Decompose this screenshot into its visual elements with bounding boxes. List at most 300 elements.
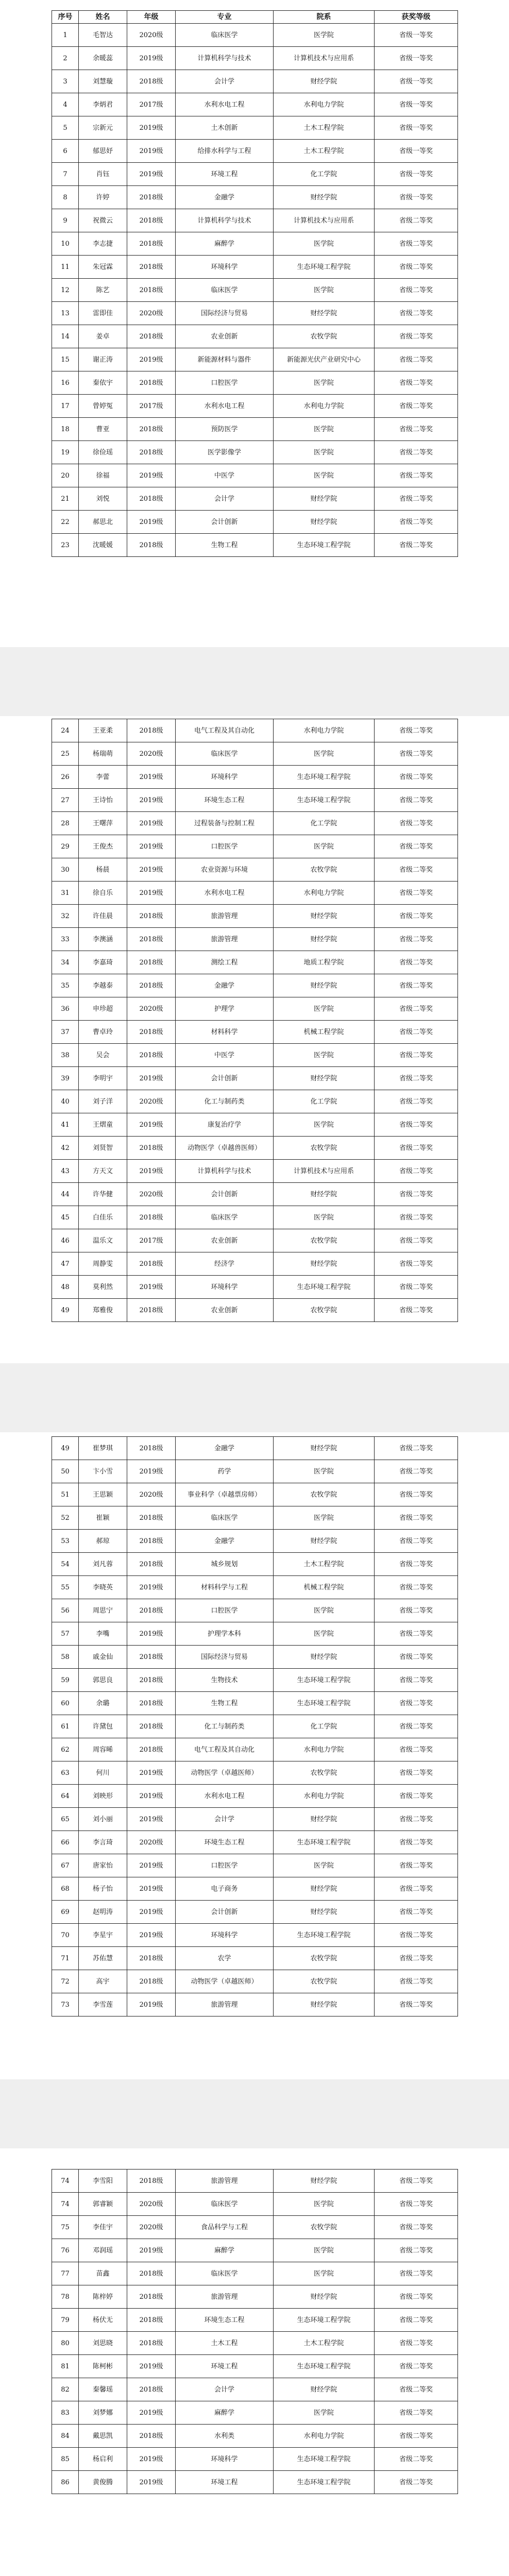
major: 计算机科学与技术 (176, 209, 274, 232)
major: 环境科学 (176, 1924, 274, 1947)
student-name: 王思颖 (79, 1483, 127, 1506)
award-level: 省级二等奖 (375, 2401, 458, 2425)
table-row (52, 209, 458, 232)
college: 财经学院 (274, 511, 375, 534)
grade: 2019级 (127, 789, 176, 812)
major: 生物工程 (176, 1692, 274, 1715)
student-name: 方天文 (79, 1160, 127, 1183)
serial-number: 14 (52, 325, 79, 348)
major: 旅游管理 (176, 2170, 274, 2193)
grade: 2018级 (127, 418, 176, 441)
grade: 2019级 (127, 1113, 176, 1137)
table-row (52, 2262, 458, 2285)
table-row (52, 997, 458, 1021)
college: 医学院 (274, 1854, 375, 1877)
serial-number: 11 (52, 256, 79, 279)
award-level: 省级二等奖 (375, 232, 458, 256)
grade: 2018级 (127, 1137, 176, 1160)
serial-number: 86 (52, 2471, 79, 2494)
table-row (52, 186, 458, 209)
serial-number: 64 (52, 1785, 79, 1808)
college: 农牧学院 (274, 1947, 375, 1970)
student-name: 戚金仙 (79, 1646, 127, 1669)
award-level: 省级二等奖 (375, 1854, 458, 1877)
award-table-page-1 (52, 10, 458, 557)
grade: 2018级 (127, 279, 176, 302)
major: 中医学 (176, 464, 274, 487)
award-level: 省级二等奖 (375, 1970, 458, 1993)
award-level: 省级二等奖 (375, 534, 458, 557)
table-row (52, 1599, 458, 1622)
college: 生态环境工程学院 (274, 766, 375, 789)
grade: 2018级 (127, 1738, 176, 1761)
table-row (52, 766, 458, 789)
award-level: 省级二等奖 (375, 1113, 458, 1137)
award-level: 省级二等奖 (375, 2471, 458, 2494)
award-level: 省级二等奖 (375, 2170, 458, 2193)
student-name: 郑雅俊 (79, 1299, 127, 1322)
major: 会计学 (176, 70, 274, 93)
award-level: 省级二等奖 (375, 1483, 458, 1506)
award-level: 省级二等奖 (375, 2378, 458, 2401)
table-row (52, 1692, 458, 1715)
major: 会计创新 (176, 511, 274, 534)
college: 财经学院 (274, 1901, 375, 1924)
major: 会计创新 (176, 1183, 274, 1206)
major: 金融学 (176, 186, 274, 209)
table-row (52, 858, 458, 882)
table-row (52, 1576, 458, 1599)
serial-number: 52 (52, 1506, 79, 1530)
table-row (52, 1877, 458, 1901)
grade: 2019级 (127, 140, 176, 163)
grade: 2019级 (127, 1761, 176, 1785)
major: 环境科学 (176, 766, 274, 789)
grade: 2018级 (127, 1692, 176, 1715)
major: 环境生态工程 (176, 1831, 274, 1854)
college: 财经学院 (274, 1646, 375, 1669)
header-college: 院系 (274, 11, 375, 24)
student-name: 唐家怡 (79, 1854, 127, 1877)
table-row (52, 2239, 458, 2262)
serial-number: 44 (52, 1183, 79, 1206)
college: 计算机技术与应用系 (274, 47, 375, 70)
serial-number: 85 (52, 2448, 79, 2471)
college: 农牧学院 (274, 1970, 375, 1993)
award-level: 省级二等奖 (375, 1206, 458, 1229)
table-row (52, 1229, 458, 1252)
student-name: 祝微云 (79, 209, 127, 232)
grade: 2020级 (127, 24, 176, 47)
major: 水利水电工程 (176, 882, 274, 905)
college: 水利电力学院 (274, 719, 375, 742)
grade: 2018级 (127, 974, 176, 997)
table-row (52, 1970, 458, 1993)
student-name: 王诗怡 (79, 789, 127, 812)
grade: 2019级 (127, 2355, 176, 2378)
award-level: 省级二等奖 (375, 279, 458, 302)
major: 土木创新 (176, 116, 274, 140)
student-name: 王亚柔 (79, 719, 127, 742)
grade: 2018级 (127, 1506, 176, 1530)
grade: 2019级 (127, 2448, 176, 2471)
major: 环境工程 (176, 2471, 274, 2494)
grade: 2019级 (127, 812, 176, 835)
grade: 2019级 (127, 116, 176, 140)
serial-number: 67 (52, 1854, 79, 1877)
student-name: 李雪阳 (79, 2170, 127, 2193)
serial-number: 49 (52, 1437, 79, 1460)
serial-number: 56 (52, 1599, 79, 1622)
table-row (52, 928, 458, 951)
award-level: 省级二等奖 (375, 1993, 458, 2016)
award-level: 省级二等奖 (375, 2239, 458, 2262)
grade: 2018级 (127, 534, 176, 557)
student-name: 曹卓玲 (79, 1021, 127, 1044)
award-level: 省级二等奖 (375, 1460, 458, 1483)
grade: 2017级 (127, 395, 176, 418)
page-separator (0, 647, 509, 716)
table-row (52, 1924, 458, 1947)
serial-number: 74 (52, 2193, 79, 2216)
grade: 2017级 (127, 1229, 176, 1252)
student-name: 秦馨瑶 (79, 2378, 127, 2401)
serial-number: 1 (52, 24, 79, 47)
college: 生态环境工程学院 (274, 2471, 375, 2494)
award-table-page-4 (52, 2169, 458, 2494)
major: 旅游管理 (176, 905, 274, 928)
student-name: 王曙萍 (79, 812, 127, 835)
award-table-page-2 (52, 719, 458, 1322)
award-level: 省级二等奖 (375, 1692, 458, 1715)
award-level: 省级一等奖 (375, 163, 458, 186)
student-name: 郭思良 (79, 1669, 127, 1692)
serial-number: 45 (52, 1206, 79, 1229)
major: 环境工程 (176, 2355, 274, 2378)
major: 农业创新 (176, 1229, 274, 1252)
award-level: 省级二等奖 (375, 1901, 458, 1924)
table-row (52, 116, 458, 140)
serial-number: 30 (52, 858, 79, 882)
major: 生物工程 (176, 534, 274, 557)
award-level: 省级二等奖 (375, 1506, 458, 1530)
grade: 2019级 (127, 1067, 176, 1090)
grade: 2018级 (127, 2170, 176, 2193)
table-row (52, 2448, 458, 2471)
award-level: 省级二等奖 (375, 209, 458, 232)
student-name: 李星宇 (79, 1924, 127, 1947)
major: 环境生态工程 (176, 2309, 274, 2332)
college: 生态环境工程学院 (274, 1692, 375, 1715)
serial-number: 81 (52, 2355, 79, 2378)
major: 环境科学 (176, 1276, 274, 1299)
college: 医学院 (274, 2239, 375, 2262)
table-row (52, 1553, 458, 1576)
college: 生态环境工程学院 (274, 2448, 375, 2471)
award-level: 省级二等奖 (375, 395, 458, 418)
header-grade: 年级 (127, 11, 176, 24)
student-name: 谢正涛 (79, 348, 127, 371)
grade: 2019级 (127, 858, 176, 882)
student-name: 许华健 (79, 1183, 127, 1206)
table-row (52, 47, 458, 70)
award-level: 省级二等奖 (375, 325, 458, 348)
grade: 2018级 (127, 1947, 176, 1970)
major: 临床医学 (176, 2193, 274, 2216)
grade: 2018级 (127, 1669, 176, 1692)
college: 财经学院 (274, 1993, 375, 2016)
award-level: 省级二等奖 (375, 1924, 458, 1947)
grade: 2018级 (127, 487, 176, 511)
student-name: 雷即佳 (79, 302, 127, 325)
table-row (52, 325, 458, 348)
grade: 2018级 (127, 2378, 176, 2401)
student-name: 姜卓 (79, 325, 127, 348)
table-row (52, 1901, 458, 1924)
major: 动物医学（卓越兽医师） (176, 1137, 274, 1160)
student-name: 李嘉琦 (79, 951, 127, 974)
student-name: 王熠童 (79, 1113, 127, 1137)
table-row (52, 1993, 458, 2016)
serial-number: 83 (52, 2401, 79, 2425)
grade: 2018级 (127, 186, 176, 209)
award-level: 省级二等奖 (375, 2262, 458, 2285)
serial-number: 20 (52, 464, 79, 487)
award-level: 省级二等奖 (375, 1622, 458, 1646)
student-name: 杨伏无 (79, 2309, 127, 2332)
student-name: 刘子洋 (79, 1090, 127, 1113)
grade: 2018级 (127, 232, 176, 256)
student-name: 许婷 (79, 186, 127, 209)
serial-number: 15 (52, 348, 79, 371)
student-name: 苏佑慧 (79, 1947, 127, 1970)
major: 电子商务 (176, 1877, 274, 1901)
award-level: 省级二等奖 (375, 511, 458, 534)
table-row (52, 1460, 458, 1483)
grade: 2020级 (127, 997, 176, 1021)
grade: 2018级 (127, 719, 176, 742)
serial-number: 78 (52, 2285, 79, 2309)
major: 中医学 (176, 1044, 274, 1067)
award-level: 省级一等奖 (375, 24, 458, 47)
award-level: 省级二等奖 (375, 882, 458, 905)
college: 水利电力学院 (274, 1785, 375, 1808)
college: 医学院 (274, 1506, 375, 1530)
serial-number: 80 (52, 2332, 79, 2355)
college: 新能源光伏产业研究中心 (274, 348, 375, 371)
grade: 2017级 (127, 93, 176, 116)
award-level: 省级二等奖 (375, 905, 458, 928)
serial-number: 76 (52, 2239, 79, 2262)
student-name: 申珍超 (79, 997, 127, 1021)
student-name: 徐福 (79, 464, 127, 487)
major: 动物医学（卓越医师） (176, 1761, 274, 1785)
college: 医学院 (274, 279, 375, 302)
grade: 2019级 (127, 348, 176, 371)
student-name: 刘悦 (79, 487, 127, 511)
college: 机械工程学院 (274, 1576, 375, 1599)
major: 生物技术 (176, 1669, 274, 1692)
table-row (52, 1854, 458, 1877)
header-no: 序号 (52, 11, 79, 24)
grade: 2020级 (127, 1483, 176, 1506)
college: 医学院 (274, 2262, 375, 2285)
table-row (52, 1947, 458, 1970)
college: 医学院 (274, 464, 375, 487)
serial-number: 40 (52, 1090, 79, 1113)
table-row (52, 1252, 458, 1276)
award-level: 省级二等奖 (375, 1530, 458, 1553)
table-row (52, 1276, 458, 1299)
college: 农牧学院 (274, 2216, 375, 2239)
grade: 2019级 (127, 1854, 176, 1877)
student-name: 崔颖 (79, 1506, 127, 1530)
grade: 2018级 (127, 1530, 176, 1553)
table-row (52, 1506, 458, 1530)
grade: 2018级 (127, 928, 176, 951)
student-name: 李佳宇 (79, 2216, 127, 2239)
serial-number: 84 (52, 2425, 79, 2448)
college: 财经学院 (274, 1530, 375, 1553)
major: 会计学 (176, 1808, 274, 1831)
college: 财经学院 (274, 302, 375, 325)
award-level: 省级二等奖 (375, 1137, 458, 1160)
award-level: 省级二等奖 (375, 418, 458, 441)
table-row (52, 487, 458, 511)
table-row (52, 1067, 458, 1090)
major: 国际经济与贸易 (176, 302, 274, 325)
major: 临床医学 (176, 1506, 274, 1530)
award-level: 省级二等奖 (375, 1715, 458, 1738)
student-name: 刘梦娜 (79, 2401, 127, 2425)
table-row (52, 93, 458, 116)
table-row (52, 1622, 458, 1646)
student-name: 黄俊腾 (79, 2471, 127, 2494)
serial-number: 9 (52, 209, 79, 232)
table-row (52, 2378, 458, 2401)
college: 财经学院 (274, 487, 375, 511)
college: 生态环境工程学院 (274, 1669, 375, 1692)
table-row (52, 1738, 458, 1761)
table-row (52, 2309, 458, 2332)
table-row (52, 835, 458, 858)
award-level: 省级二等奖 (375, 348, 458, 371)
student-name: 郝思北 (79, 511, 127, 534)
major: 麻醉学 (176, 2239, 274, 2262)
serial-number: 33 (52, 928, 79, 951)
grade: 2019级 (127, 1622, 176, 1646)
major: 过程装备与控制工程 (176, 812, 274, 835)
grade: 2018级 (127, 1021, 176, 1044)
college: 水利电力学院 (274, 882, 375, 905)
grade: 2018级 (127, 1044, 176, 1067)
college: 医学院 (274, 997, 375, 1021)
student-name: 赵明涛 (79, 1901, 127, 1924)
grade: 2018级 (127, 1252, 176, 1276)
serial-number: 28 (52, 812, 79, 835)
table-row (52, 1669, 458, 1692)
grade: 2020级 (127, 2193, 176, 2216)
college: 医学院 (274, 2401, 375, 2425)
serial-number: 35 (52, 974, 79, 997)
grade: 2019级 (127, 464, 176, 487)
table-row (52, 302, 458, 325)
award-level: 省级二等奖 (375, 1808, 458, 1831)
college: 医学院 (274, 1113, 375, 1137)
serial-number: 24 (52, 719, 79, 742)
serial-number: 48 (52, 1276, 79, 1299)
student-name: 戴思凯 (79, 2425, 127, 2448)
major: 金融学 (176, 1530, 274, 1553)
college: 生态环境工程学院 (274, 2355, 375, 2378)
college: 农牧学院 (274, 858, 375, 882)
college: 财经学院 (274, 928, 375, 951)
college: 医学院 (274, 371, 375, 395)
serial-number: 72 (52, 1970, 79, 1993)
serial-number: 21 (52, 487, 79, 511)
student-name: 周思宁 (79, 1599, 127, 1622)
award-level: 省级二等奖 (375, 487, 458, 511)
grade: 2019级 (127, 1576, 176, 1599)
award-level: 省级二等奖 (375, 2309, 458, 2332)
student-name: 陈柯彬 (79, 2355, 127, 2378)
college: 医学院 (274, 418, 375, 441)
grade: 2018级 (127, 209, 176, 232)
college: 化工学院 (274, 163, 375, 186)
table-row (52, 418, 458, 441)
header-name: 姓名 (79, 11, 127, 24)
college: 水利电力学院 (274, 395, 375, 418)
college: 化工学院 (274, 812, 375, 835)
major: 口腔医学 (176, 1854, 274, 1877)
table-row (52, 1206, 458, 1229)
table-row (52, 441, 458, 464)
serial-number: 19 (52, 441, 79, 464)
table-row (52, 534, 458, 557)
table-header (52, 11, 458, 24)
table-row (52, 1021, 458, 1044)
serial-number: 57 (52, 1622, 79, 1646)
college: 财经学院 (274, 186, 375, 209)
grade: 2020级 (127, 1831, 176, 1854)
student-name: 王俊杰 (79, 835, 127, 858)
major: 旅游管理 (176, 1993, 274, 2016)
serial-number: 42 (52, 1137, 79, 1160)
major: 计算机科学与技术 (176, 47, 274, 70)
award-level: 省级一等奖 (375, 186, 458, 209)
college: 生态环境工程学院 (274, 256, 375, 279)
college: 农牧学院 (274, 1761, 375, 1785)
college: 生态环境工程学院 (274, 1924, 375, 1947)
student-name: 许佳晨 (79, 905, 127, 928)
grade: 2019级 (127, 1276, 176, 1299)
table-row (52, 951, 458, 974)
student-name: 陈梓婷 (79, 2285, 127, 2309)
major: 临床医学 (176, 742, 274, 766)
major: 给排水科学与工程 (176, 140, 274, 163)
award-level: 省级二等奖 (375, 742, 458, 766)
student-name: 徐俭瑶 (79, 441, 127, 464)
grade: 2019级 (127, 882, 176, 905)
grade: 2018级 (127, 2332, 176, 2355)
college: 医学院 (274, 1460, 375, 1483)
table-row (52, 464, 458, 487)
serial-number: 34 (52, 951, 79, 974)
college: 医学院 (274, 742, 375, 766)
table-row (52, 742, 458, 766)
serial-number: 79 (52, 2309, 79, 2332)
table-row (52, 232, 458, 256)
